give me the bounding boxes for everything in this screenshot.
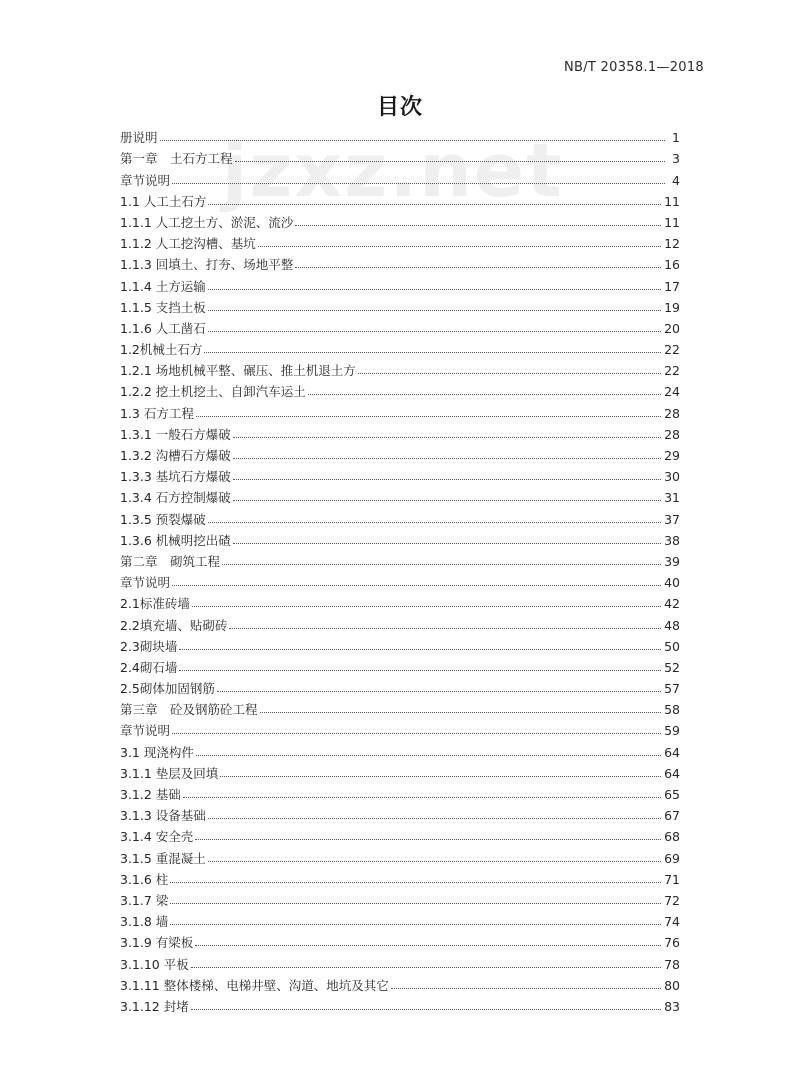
toc-entry-label: 1.3.1 一般石方爆破 [120,426,231,442]
toc-entry-label: 1.3.6 机械明挖出碴 [120,532,231,548]
toc-entry-page-number: 83 [664,998,680,1014]
toc-entry[interactable] [120,929,680,950]
toc-entry[interactable] [120,357,680,378]
toc-entry[interactable] [120,548,680,569]
toc-entry[interactable] [120,654,680,675]
toc-entry[interactable] [120,442,680,463]
document-code: NB/T 20358.1—2018 [563,60,704,75]
toc-dot-leader [160,140,665,141]
toc-entry[interactable] [120,908,680,929]
toc-entry[interactable] [120,484,680,505]
toc-entry-page-number: 28 [664,426,680,442]
toc-entry-page-number: 39 [664,553,680,569]
toc-entry-label: 1.1.2 人工挖沟槽、基坑 [120,236,256,252]
toc-entry-label: 3.1.4 安全壳 [120,829,194,845]
toc-entry[interactable] [120,611,680,632]
toc-dot-leader [196,755,661,756]
toc-entry-page-number: 72 [664,892,680,908]
toc-entry-page-number: 76 [664,935,680,951]
toc-dot-leader [217,691,661,692]
toc-dot-leader [233,458,661,459]
toc-entry[interactable] [120,993,680,1014]
toc-entry-label: 3.1.9 有梁板 [120,935,194,951]
toc-entry-page-number: 42 [664,596,680,612]
toc-dot-leader [195,945,661,946]
toc-entry-page-number: 68 [664,829,680,845]
toc-dot-leader [172,183,665,184]
toc-entry-label: 1.3.4 石方控制爆破 [120,490,231,506]
toc-dot-leader [170,924,661,925]
toc-dot-leader [229,628,661,629]
toc-entry[interactable] [120,717,680,738]
toc-entry-label: 3.1.11 整体楼梯、电梯井壁、沟道、地坑及其它 [120,977,389,993]
toc-dot-leader [208,204,661,205]
toc-entry-page-number: 78 [664,956,680,972]
toc-entry[interactable] [120,336,680,357]
toc-entry[interactable] [120,844,680,865]
toc-entry-label: 3.1 现浇构件 [120,744,194,760]
toc-dot-leader [260,712,662,713]
toc-entry-page-number: 4 [672,172,680,188]
toc-entry-page-number: 52 [664,659,680,675]
toc-entry[interactable] [120,633,680,654]
toc-entry[interactable] [120,505,680,526]
toc-entry[interactable] [120,972,680,993]
toc-dot-leader [208,861,661,862]
toc-entry-page-number: 48 [664,617,680,633]
toc-entry-page-number: 11 [664,193,680,209]
toc-dot-leader [208,289,661,290]
toc-dot-leader [192,606,661,607]
toc-entry-label: 1.1.3 回填土、打夯、场地平整 [120,257,294,273]
toc-entry-label: 1.1.5 支挡土板 [120,299,206,315]
toc-dot-leader [308,394,661,395]
toc-entry-page-number: 17 [664,278,680,294]
toc-entry-label: 章节说明 [120,723,171,739]
toc-dot-leader [295,267,661,268]
toc-entry-page-number: 1 [672,130,680,146]
toc-dot-leader [233,500,661,501]
toc-entry[interactable] [120,399,680,420]
toc-entry-label: 1.2机械土石方 [120,342,203,358]
toc-entry-label: 3.1.1 垫层及回填 [120,765,219,781]
toc-entry-label: 3.1.10 平板 [120,956,189,972]
toc-entry-page-number: 67 [664,808,680,824]
toc-dot-leader [358,373,661,374]
toc-entry-label: 3.1.5 重混凝土 [120,850,206,866]
toc-entry-label: 1.1 人工土石方 [120,193,207,209]
toc-entry[interactable] [120,230,680,251]
toc-dot-leader [233,437,661,438]
toc-entry-page-number: 69 [664,850,680,866]
toc-entry-label: 册说明 [120,130,158,146]
toc-entry-label: 1.2.1 场地机械平整、碾压、推土机退土方 [120,363,356,379]
toc-entry[interactable] [120,188,680,209]
toc-dot-leader [208,818,661,819]
toc-entry-label: 3.1.12 封堵 [120,998,189,1014]
toc-entry-page-number: 19 [664,299,680,315]
toc-dot-leader [179,670,661,671]
toc-dot-leader [258,246,661,247]
toc-entry-page-number: 24 [664,384,680,400]
toc-entry-label: 3.1.2 基础 [120,787,181,802]
toc-entry-label: 1.1.1 人工挖土方、淤泥、流沙 [120,214,294,230]
toc-entry-page-number: 31 [664,490,680,506]
toc-entry[interactable] [120,887,680,908]
toc-entry[interactable] [120,738,680,759]
toc-dot-leader [222,564,661,565]
toc-dot-leader [235,161,665,162]
toc-dot-leader [196,416,661,417]
toc-entry[interactable] [120,569,680,590]
toc-entry-page-number: 28 [664,405,680,421]
toc-entry-page-number: 58 [664,702,680,718]
toc-dot-leader [172,585,661,586]
toc-entry-label: 2.5砌体加固钢筋 [120,681,215,697]
toc-entry-page-number: 30 [664,469,680,485]
toc-dot-leader [172,733,661,734]
toc-dot-leader [183,797,661,798]
toc-dot-leader [170,903,661,904]
toc-entry-label: 2.1标准砖墙 [120,596,190,612]
toc-dot-leader [233,479,661,480]
toc-entry-page-number: 12 [664,236,680,252]
toc-entry[interactable] [120,823,680,844]
toc-entry-label: 1.3 石方工程 [120,405,194,421]
toc-entry[interactable] [120,272,680,293]
toc-title: 目次 [376,95,423,120]
toc-entry-page-number: 50 [664,638,680,654]
toc-dot-leader [208,522,661,523]
toc-dot-leader [391,988,661,989]
toc-entry[interactable] [120,251,680,272]
toc-entry-page-number: 11 [664,214,680,230]
watermark: jzxz.net [222,128,564,214]
toc-entry-label: 第三章 砼及钢筋砼工程 [120,702,258,718]
toc-entry-page-number: 57 [664,681,680,697]
toc-entry-page-number: 59 [664,723,680,739]
toc-entry[interactable] [120,209,680,230]
toc-entry-page-number: 40 [664,575,680,591]
toc-entry-page-number: 29 [664,448,680,463]
toc-entry-label: 章节说明 [120,172,171,188]
toc-entry-page-number: 3 [672,151,680,167]
toc-entry-label: 1.3.3 基坑石方爆破 [120,469,231,485]
toc-dot-leader [204,352,661,353]
toc-entry-label: 章节说明 [120,575,171,591]
toc-entry[interactable] [120,378,680,399]
toc-entry-label: 3.1.3 设备基础 [120,808,206,824]
toc-entry[interactable] [120,866,680,887]
toc-dot-leader [208,310,661,311]
toc-entry-page-number: 65 [664,787,680,802]
toc-entry[interactable] [120,675,680,696]
toc-entry[interactable] [120,315,680,336]
toc-dot-leader [295,225,661,226]
toc-entry[interactable] [120,294,680,315]
toc-entry-label: 3.1.6 柱 [120,871,169,887]
toc-entry-page-number: 80 [664,977,680,993]
toc-entry[interactable] [120,421,680,442]
toc-entry-label: 1.3.2 沟槽石方爆破 [120,448,231,463]
toc-dot-leader [220,776,661,777]
toc-entry-label: 3.1.8 墙 [120,914,169,930]
toc-entry-page-number: 38 [664,532,680,548]
toc-entry-label: 第一章 土石方工程 [120,151,233,167]
toc-dot-leader [179,649,661,650]
toc-dot-leader [191,1009,661,1010]
toc-entry[interactable] [120,781,680,802]
toc-entry-label: 第二章 砌筑工程 [120,553,221,569]
toc-entry[interactable] [120,802,680,823]
toc-entry[interactable] [120,145,680,166]
toc-entry[interactable] [120,590,680,611]
toc-dot-leader [191,967,661,968]
toc-entry-page-number: 22 [664,363,680,379]
toc-dot-leader [233,543,661,544]
toc-entry-label: 1.1.6 人工凿石 [120,320,206,336]
toc-dot-leader [208,331,661,332]
toc-entry-page-number: 22 [664,342,680,358]
toc-entry-page-number: 37 [664,511,680,527]
toc-entry[interactable] [120,696,680,717]
toc-entry[interactable] [120,950,680,971]
toc-entry[interactable] [120,124,680,145]
toc-entry-label: 2.2填充墙、贴砌砖 [120,617,228,633]
toc-entry-page-number: 74 [664,914,680,930]
toc-entry-label: 2.3砌块墙 [120,638,178,654]
toc-dot-leader [170,882,661,883]
toc-entry[interactable] [120,760,680,781]
toc-entry-label: 2.4砌石墙 [120,659,178,675]
toc-entry-label: 3.1.7 梁 [120,892,169,908]
toc-entry-page-number: 64 [664,765,680,781]
toc-entry-page-number: 16 [664,257,680,273]
toc-entry-page-number: 64 [664,744,680,760]
table-of-contents [120,124,680,1014]
toc-dot-leader [195,839,661,840]
toc-entry[interactable] [120,166,680,187]
toc-entry[interactable] [120,527,680,548]
toc-entry-page-number: 71 [664,871,680,887]
toc-entry-label: 1.3.5 预裂爆破 [120,511,206,527]
toc-entry-page-number: 20 [664,320,680,336]
toc-entry-label: 1.2.2 挖土机挖土、自卸汽车运土 [120,384,306,400]
toc-entry[interactable] [120,463,680,484]
toc-entry-label: 1.1.4 土方运输 [120,278,206,294]
